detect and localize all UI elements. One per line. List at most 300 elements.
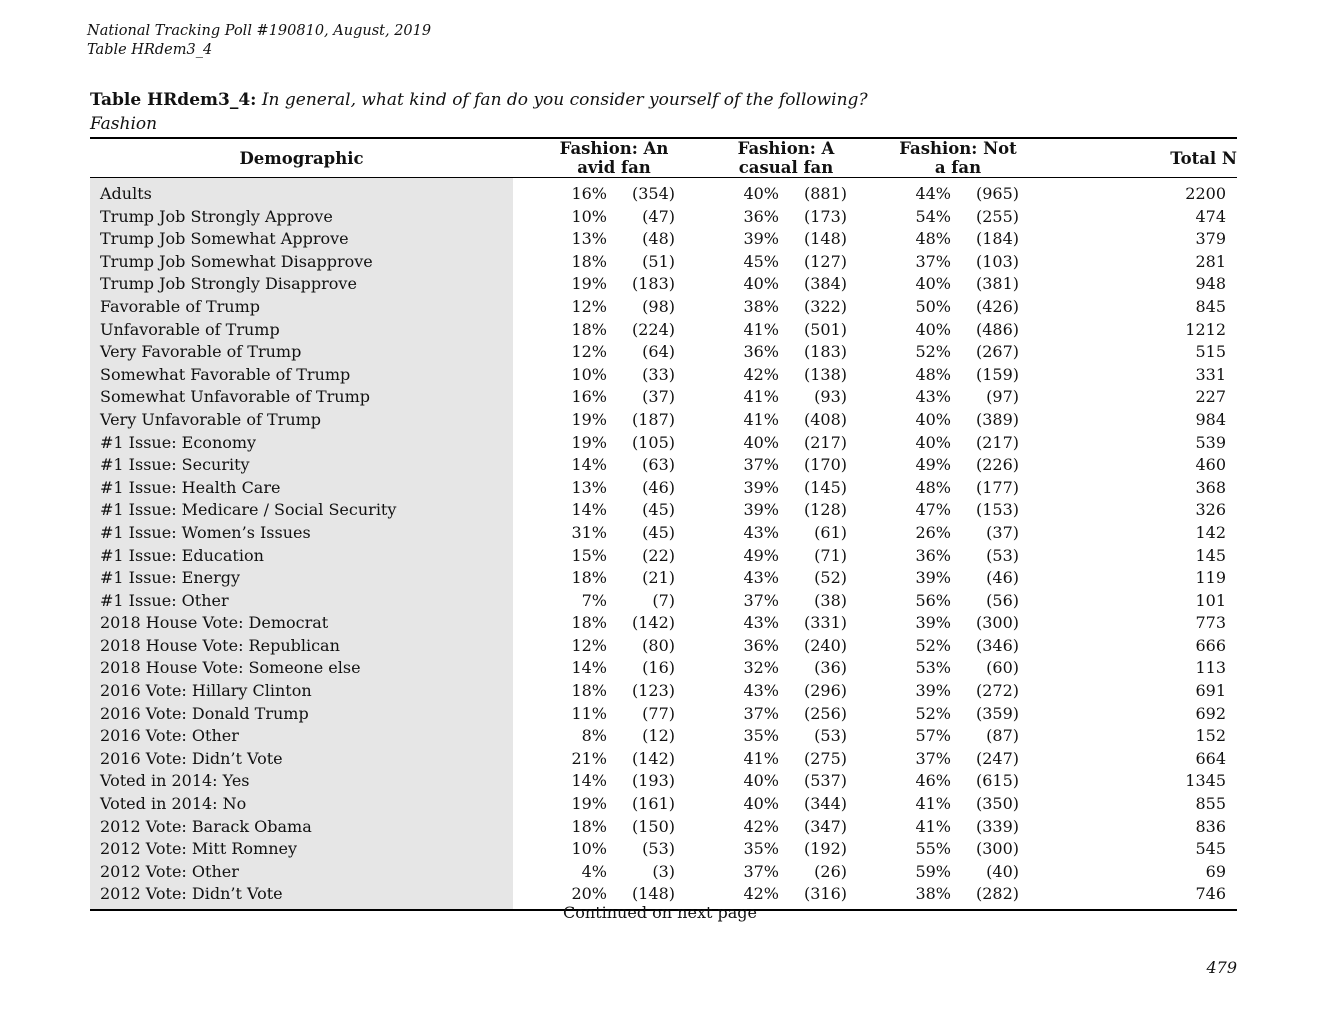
not-n-cell: (381) xyxy=(975,274,1019,294)
total-n-cell: 539 xyxy=(1195,432,1226,452)
row-label: Voted in 2014: Yes xyxy=(90,770,513,793)
not-pct-cell: 52% xyxy=(915,342,951,362)
casual-n-cell: (296) xyxy=(803,681,847,701)
casual-n-cell: (537) xyxy=(803,771,847,791)
avid-pct-cell: 19% xyxy=(571,432,607,452)
avid-pct-cell: 16% xyxy=(571,387,607,407)
table-title xyxy=(90,88,868,136)
not-pct-cell: 26% xyxy=(915,522,951,542)
casual-n-cell: (145) xyxy=(803,477,847,497)
casual-pct-cell: 43% xyxy=(743,568,779,588)
avid-pct-cell: 18% xyxy=(571,568,607,588)
casual-n-cell: (127) xyxy=(803,251,847,271)
not-pct-cell: 40% xyxy=(915,432,951,452)
casual-pct-cell: 41% xyxy=(743,387,779,407)
not-n-cell: (965) xyxy=(975,184,1019,203)
row-label: Adults xyxy=(90,183,513,206)
avid-n-cell: (3) xyxy=(652,861,675,881)
casual-pct-cell: 43% xyxy=(743,681,779,701)
total-n-cell: 119 xyxy=(1195,568,1226,588)
not-n-cell: (97) xyxy=(986,387,1019,407)
casual-n-cell: (316) xyxy=(803,884,847,904)
row-label: #1 Issue: Economy xyxy=(90,432,513,455)
total-n-cell: 545 xyxy=(1195,839,1226,859)
avid-pct-cell: 18% xyxy=(571,319,607,339)
row-label: Very Unfavorable of Trump xyxy=(90,409,513,432)
not-n-cell: (300) xyxy=(975,839,1019,859)
avid-n-cell: (80) xyxy=(642,635,675,655)
not-n-cell: (153) xyxy=(975,500,1019,520)
row-label: Trump Job Somewhat Approve xyxy=(90,228,513,251)
casual-pct-cell: 35% xyxy=(743,726,779,746)
not-n-cell: (272) xyxy=(975,681,1019,701)
casual-n-cell: (61) xyxy=(814,522,847,542)
avid-n-cell: (105) xyxy=(631,432,675,452)
not-n-cell: (615) xyxy=(975,771,1019,791)
not-pct-cell: 37% xyxy=(915,748,951,768)
col-header-demographic: Demographic xyxy=(90,138,513,178)
not-n-cell: (177) xyxy=(975,477,1019,497)
col-header-casual: Fashion: A casual fan xyxy=(725,138,847,178)
avid-n-cell: (148) xyxy=(631,884,675,904)
total-n-cell: 692 xyxy=(1195,703,1226,723)
avid-pct-cell: 31% xyxy=(571,522,607,542)
avid-pct-cell: 7% xyxy=(581,590,607,610)
casual-n-cell: (26) xyxy=(814,861,847,881)
row-label: #1 Issue: Education xyxy=(90,545,513,568)
avid-n-cell: (142) xyxy=(631,748,675,768)
casual-pct-cell: 42% xyxy=(743,364,779,384)
total-n-cell: 746 xyxy=(1195,884,1226,904)
avid-pct-cell: 8% xyxy=(581,726,607,746)
total-n-cell: 845 xyxy=(1195,296,1226,316)
avid-pct-cell: 19% xyxy=(571,274,607,294)
casual-pct-cell: 32% xyxy=(743,658,779,678)
not-n-cell: (184) xyxy=(975,229,1019,249)
continued-note: Continued on next page xyxy=(563,903,757,922)
not-pct-cell: 37% xyxy=(915,251,951,271)
table-row xyxy=(90,635,1237,658)
not-n-cell: (159) xyxy=(975,364,1019,384)
table-subtitle: Fashion xyxy=(90,114,158,134)
avid-pct-cell: 14% xyxy=(571,455,607,475)
not-n-cell: (60) xyxy=(986,658,1019,678)
total-n-cell: 101 xyxy=(1195,590,1226,610)
table-row xyxy=(90,770,1237,793)
casual-n-cell: (38) xyxy=(814,590,847,610)
not-pct-cell: 48% xyxy=(915,364,951,384)
row-label: Trump Job Strongly Disapprove xyxy=(90,273,513,296)
table-title-label: Table HRdem3_4: xyxy=(90,90,257,110)
casual-n-cell: (71) xyxy=(814,545,847,565)
casual-pct-cell: 38% xyxy=(743,296,779,316)
casual-n-cell: (173) xyxy=(803,206,847,226)
table-question: In general, what kind of fan do you consider yourself of the following? xyxy=(261,90,868,110)
casual-n-cell: (501) xyxy=(803,319,847,339)
avid-pct-cell: 10% xyxy=(571,839,607,859)
not-pct-cell: 39% xyxy=(915,681,951,701)
avid-n-cell: (183) xyxy=(631,274,675,294)
table-row xyxy=(90,861,1237,884)
avid-n-cell: (64) xyxy=(642,342,675,362)
not-pct-cell: 52% xyxy=(915,703,951,723)
avid-pct-cell: 16% xyxy=(571,184,607,203)
casual-pct-cell: 42% xyxy=(743,816,779,836)
poll-name: National Tracking Poll #190810, August, 2019 xyxy=(87,23,432,39)
table-body xyxy=(90,178,1237,911)
results-table xyxy=(90,137,1237,911)
table-row xyxy=(90,793,1237,816)
total-n-cell: 664 xyxy=(1195,748,1226,768)
casual-pct-cell: 40% xyxy=(743,771,779,791)
table-row xyxy=(90,522,1237,545)
not-n-cell: (267) xyxy=(975,342,1019,362)
avid-pct-cell: 14% xyxy=(571,658,607,678)
row-label: 2018 House Vote: Republican xyxy=(90,635,513,658)
total-n-cell: 691 xyxy=(1195,681,1226,701)
not-n-cell: (359) xyxy=(975,703,1019,723)
not-n-cell: (40) xyxy=(986,861,1019,881)
row-label: 2012 Vote: Mitt Romney xyxy=(90,838,513,861)
avid-n-cell: (22) xyxy=(642,545,675,565)
casual-n-cell: (344) xyxy=(803,794,847,814)
not-pct-cell: 52% xyxy=(915,635,951,655)
row-label: #1 Issue: Security xyxy=(90,454,513,477)
avid-pct-cell: 19% xyxy=(571,794,607,814)
row-label: Unfavorable of Trump xyxy=(90,319,513,342)
avid-n-cell: (187) xyxy=(631,409,675,429)
not-pct-cell: 46% xyxy=(915,771,951,791)
avid-n-cell: (161) xyxy=(631,794,675,814)
casual-n-cell: (347) xyxy=(803,816,847,836)
casual-n-cell: (408) xyxy=(803,409,847,429)
table-row xyxy=(90,612,1237,635)
table-row xyxy=(90,499,1237,522)
row-label: #1 Issue: Women’s Issues xyxy=(90,522,513,545)
row-label: 2012 Vote: Barack Obama xyxy=(90,816,513,839)
table-row xyxy=(90,228,1237,251)
avid-n-cell: (47) xyxy=(642,206,675,226)
header-row xyxy=(90,138,1237,178)
casual-n-cell: (52) xyxy=(814,568,847,588)
total-n-cell: 368 xyxy=(1195,477,1226,497)
avid-n-cell: (37) xyxy=(642,387,675,407)
casual-n-cell: (128) xyxy=(803,500,847,520)
table-row xyxy=(90,703,1237,726)
row-label: 2012 Vote: Other xyxy=(90,861,513,884)
avid-n-cell: (193) xyxy=(631,771,675,791)
row-label: 2016 Vote: Donald Trump xyxy=(90,703,513,726)
casual-pct-cell: 41% xyxy=(743,409,779,429)
not-pct-cell: 39% xyxy=(915,613,951,633)
row-label: 2018 House Vote: Democrat xyxy=(90,612,513,635)
avid-n-cell: (45) xyxy=(642,500,675,520)
not-pct-cell: 41% xyxy=(915,816,951,836)
table-id: Table HRdem3_4 xyxy=(87,42,213,58)
running-header xyxy=(87,22,431,60)
total-n-cell: 836 xyxy=(1195,816,1226,836)
casual-n-cell: (217) xyxy=(803,432,847,452)
table-row xyxy=(90,319,1237,342)
not-pct-cell: 48% xyxy=(915,229,951,249)
not-pct-cell: 39% xyxy=(915,568,951,588)
total-n-cell: 113 xyxy=(1195,658,1226,678)
col-header-not: Fashion: Not a fan xyxy=(897,138,1019,178)
row-label: #1 Issue: Medicare / Social Security xyxy=(90,499,513,522)
not-n-cell: (37) xyxy=(986,522,1019,542)
avid-n-cell: (48) xyxy=(642,229,675,249)
row-label: 2018 House Vote: Someone else xyxy=(90,657,513,680)
table-row xyxy=(90,364,1237,387)
not-pct-cell: 49% xyxy=(915,455,951,475)
not-pct-cell: 47% xyxy=(915,500,951,520)
avid-pct-cell: 13% xyxy=(571,229,607,249)
row-label: Trump Job Somewhat Disapprove xyxy=(90,251,513,274)
total-n-cell: 984 xyxy=(1195,409,1226,429)
avid-pct-cell: 10% xyxy=(571,364,607,384)
row-label: Very Favorable of Trump xyxy=(90,341,513,364)
table-row xyxy=(90,816,1237,839)
casual-n-cell: (53) xyxy=(814,726,847,746)
total-n-cell: 2200 xyxy=(1185,184,1226,203)
total-n-cell: 460 xyxy=(1195,455,1226,475)
avid-pct-cell: 18% xyxy=(571,816,607,836)
not-n-cell: (217) xyxy=(975,432,1019,452)
casual-pct-cell: 37% xyxy=(743,703,779,723)
avid-n-cell: (63) xyxy=(642,455,675,475)
row-label: Voted in 2014: No xyxy=(90,793,513,816)
table-row xyxy=(90,454,1237,477)
not-pct-cell: 40% xyxy=(915,319,951,339)
not-n-cell: (255) xyxy=(975,206,1019,226)
casual-n-cell: (322) xyxy=(803,296,847,316)
table-row xyxy=(90,183,1237,206)
row-label: 2016 Vote: Didn’t Vote xyxy=(90,748,513,771)
total-n-cell: 666 xyxy=(1195,635,1226,655)
total-n-cell: 326 xyxy=(1195,500,1226,520)
total-n-cell: 773 xyxy=(1195,613,1226,633)
avid-n-cell: (12) xyxy=(642,726,675,746)
avid-n-cell: (150) xyxy=(631,816,675,836)
avid-pct-cell: 18% xyxy=(571,681,607,701)
row-label: 2016 Vote: Hillary Clinton xyxy=(90,680,513,703)
not-n-cell: (486) xyxy=(975,319,1019,339)
avid-pct-cell: 14% xyxy=(571,500,607,520)
avid-n-cell: (98) xyxy=(642,296,675,316)
total-n-cell: 1345 xyxy=(1185,771,1226,791)
avid-n-cell: (224) xyxy=(631,319,675,339)
page-number: 479 xyxy=(1206,958,1237,977)
avid-n-cell: (354) xyxy=(631,184,675,203)
avid-pct-cell: 10% xyxy=(571,206,607,226)
total-n-cell: 379 xyxy=(1195,229,1226,249)
not-pct-cell: 40% xyxy=(915,409,951,429)
avid-pct-cell: 11% xyxy=(571,703,607,723)
avid-pct-cell: 12% xyxy=(571,296,607,316)
casual-pct-cell: 37% xyxy=(743,861,779,881)
not-pct-cell: 36% xyxy=(915,545,951,565)
avid-pct-cell: 18% xyxy=(571,613,607,633)
not-n-cell: (226) xyxy=(975,455,1019,475)
table-row xyxy=(90,341,1237,364)
avid-pct-cell: 12% xyxy=(571,635,607,655)
not-pct-cell: 44% xyxy=(915,184,951,203)
casual-n-cell: (148) xyxy=(803,229,847,249)
casual-pct-cell: 40% xyxy=(743,184,779,203)
table-row xyxy=(90,432,1237,455)
not-pct-cell: 56% xyxy=(915,590,951,610)
casual-n-cell: (256) xyxy=(803,703,847,723)
avid-pct-cell: 20% xyxy=(571,884,607,904)
not-n-cell: (87) xyxy=(986,726,1019,746)
table-row xyxy=(90,409,1237,432)
table-row xyxy=(90,657,1237,680)
casual-pct-cell: 40% xyxy=(743,794,779,814)
row-label: #1 Issue: Health Care xyxy=(90,477,513,500)
table-row xyxy=(90,251,1237,274)
avid-pct-cell: 18% xyxy=(571,251,607,271)
not-n-cell: (56) xyxy=(986,590,1019,610)
row-label: #1 Issue: Energy xyxy=(90,567,513,590)
not-n-cell: (300) xyxy=(975,613,1019,633)
total-n-cell: 152 xyxy=(1195,726,1226,746)
casual-n-cell: (93) xyxy=(814,387,847,407)
not-n-cell: (346) xyxy=(975,635,1019,655)
total-n-cell: 281 xyxy=(1195,251,1226,271)
casual-n-cell: (183) xyxy=(803,342,847,362)
casual-n-cell: (36) xyxy=(814,658,847,678)
table-row xyxy=(90,838,1237,861)
casual-n-cell: (275) xyxy=(803,748,847,768)
casual-n-cell: (384) xyxy=(803,274,847,294)
avid-n-cell: (77) xyxy=(642,703,675,723)
casual-pct-cell: 37% xyxy=(743,590,779,610)
table-row xyxy=(90,206,1237,229)
table-row xyxy=(90,680,1237,703)
not-n-cell: (247) xyxy=(975,748,1019,768)
not-pct-cell: 38% xyxy=(915,884,951,904)
avid-n-cell: (53) xyxy=(642,839,675,859)
total-n-cell: 227 xyxy=(1195,387,1226,407)
casual-pct-cell: 41% xyxy=(743,748,779,768)
avid-n-cell: (33) xyxy=(642,364,675,384)
not-n-cell: (53) xyxy=(986,545,1019,565)
avid-n-cell: (142) xyxy=(631,613,675,633)
avid-pct-cell: 4% xyxy=(581,861,607,881)
not-pct-cell: 43% xyxy=(915,387,951,407)
table-row xyxy=(90,545,1237,568)
casual-pct-cell: 42% xyxy=(743,884,779,904)
avid-n-cell: (51) xyxy=(642,251,675,271)
table-row xyxy=(90,567,1237,590)
casual-pct-cell: 43% xyxy=(743,613,779,633)
row-label: Favorable of Trump xyxy=(90,296,513,319)
avid-n-cell: (7) xyxy=(652,590,675,610)
total-n-cell: 331 xyxy=(1195,364,1226,384)
total-n-cell: 855 xyxy=(1195,794,1226,814)
casual-n-cell: (138) xyxy=(803,364,847,384)
avid-pct-cell: 14% xyxy=(571,771,607,791)
casual-pct-cell: 43% xyxy=(743,522,779,542)
not-n-cell: (426) xyxy=(975,296,1019,316)
casual-pct-cell: 36% xyxy=(743,635,779,655)
casual-n-cell: (331) xyxy=(803,613,847,633)
casual-pct-cell: 45% xyxy=(743,251,779,271)
total-n-cell: 69 xyxy=(1205,861,1226,881)
not-n-cell: (282) xyxy=(975,884,1019,904)
casual-n-cell: (240) xyxy=(803,635,847,655)
casual-pct-cell: 37% xyxy=(743,455,779,475)
row-label: Trump Job Strongly Approve xyxy=(90,206,513,229)
table-row xyxy=(90,725,1237,748)
not-pct-cell: 48% xyxy=(915,477,951,497)
row-label: 2012 Vote: Didn’t Vote xyxy=(90,883,513,910)
avid-pct-cell: 19% xyxy=(571,409,607,429)
not-pct-cell: 54% xyxy=(915,206,951,226)
casual-pct-cell: 40% xyxy=(743,274,779,294)
casual-pct-cell: 41% xyxy=(743,319,779,339)
not-n-cell: (350) xyxy=(975,794,1019,814)
not-pct-cell: 50% xyxy=(915,296,951,316)
table-row xyxy=(90,748,1237,771)
avid-n-cell: (21) xyxy=(642,568,675,588)
avid-pct-cell: 13% xyxy=(571,477,607,497)
not-pct-cell: 59% xyxy=(915,861,951,881)
table-row xyxy=(90,477,1237,500)
casual-pct-cell: 36% xyxy=(743,342,779,362)
not-n-cell: (389) xyxy=(975,409,1019,429)
table-row xyxy=(90,273,1237,296)
casual-pct-cell: 39% xyxy=(743,477,779,497)
not-n-cell: (46) xyxy=(986,568,1019,588)
col-header-avid: Fashion: An avid fan xyxy=(553,138,675,178)
not-n-cell: (339) xyxy=(975,816,1019,836)
not-pct-cell: 53% xyxy=(915,658,951,678)
casual-pct-cell: 40% xyxy=(743,432,779,452)
avid-n-cell: (16) xyxy=(642,658,675,678)
row-label: Somewhat Unfavorable of Trump xyxy=(90,386,513,409)
total-n-cell: 145 xyxy=(1195,545,1226,565)
not-pct-cell: 41% xyxy=(915,794,951,814)
casual-n-cell: (170) xyxy=(803,455,847,475)
row-label: #1 Issue: Other xyxy=(90,590,513,613)
avid-pct-cell: 15% xyxy=(571,545,607,565)
row-label: Somewhat Favorable of Trump xyxy=(90,364,513,387)
table-row xyxy=(90,590,1237,613)
casual-n-cell: (192) xyxy=(803,839,847,859)
avid-pct-cell: 21% xyxy=(571,748,607,768)
not-pct-cell: 40% xyxy=(915,274,951,294)
total-n-cell: 142 xyxy=(1195,522,1226,542)
total-n-cell: 474 xyxy=(1195,206,1226,226)
avid-n-cell: (123) xyxy=(631,681,675,701)
casual-n-cell: (881) xyxy=(803,184,847,203)
casual-pct-cell: 36% xyxy=(743,206,779,226)
avid-pct-cell: 12% xyxy=(571,342,607,362)
total-n-cell: 1212 xyxy=(1185,319,1226,339)
total-n-cell: 515 xyxy=(1195,342,1226,362)
not-n-cell: (103) xyxy=(975,251,1019,271)
avid-n-cell: (46) xyxy=(642,477,675,497)
row-label: 2016 Vote: Other xyxy=(90,725,513,748)
avid-n-cell: (45) xyxy=(642,522,675,542)
total-n-cell: 948 xyxy=(1195,274,1226,294)
not-pct-cell: 57% xyxy=(915,726,951,746)
casual-pct-cell: 39% xyxy=(743,500,779,520)
casual-pct-cell: 39% xyxy=(743,229,779,249)
table-row xyxy=(90,296,1237,319)
casual-pct-cell: 35% xyxy=(743,839,779,859)
